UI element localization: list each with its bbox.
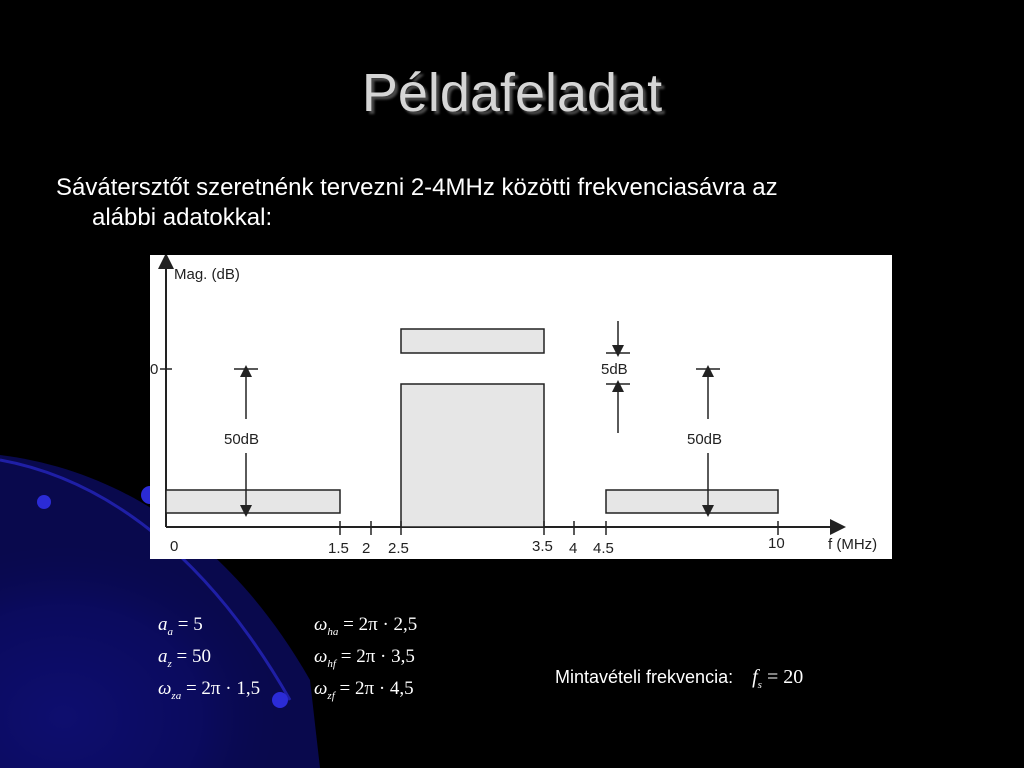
formula-az: $a_z = 50$ — [158, 646, 211, 670]
x-tick-4: 4 — [569, 540, 578, 557]
sampling-frequency — [555, 666, 803, 691]
right-50db-label: 50dB — [687, 431, 723, 448]
ripple-5db-label: 5dB — [601, 361, 628, 378]
bullet-line-2: alábbi adatokkal: — [92, 204, 273, 231]
formula-wza: $\omega_{za} = 2\pi \cdot 1,5$ — [158, 678, 261, 702]
x-tick-3.5: 3.5 — [532, 538, 553, 555]
formula-wzf: $\omega_{zf} = 2\pi \cdot 4,5$ — [314, 678, 414, 702]
x-tick-10: 10 — [768, 535, 785, 552]
x-tick-2.5: 2.5 — [388, 540, 409, 557]
formula-whf: $\omega_{hf} = 2\pi \cdot 3,5$ — [314, 646, 415, 670]
bullet-line-1: Sávátersztőt szeretnénk tervezni 2-4MHz közötti frekvenciasávra az — [56, 174, 778, 201]
x-tick-1.5: 1.5 — [328, 540, 349, 557]
x-tick-0: 0 — [170, 538, 179, 555]
formula-block — [158, 610, 458, 710]
formula-wha: $\omega_{ha} = 2\pi \cdot 2,5$ — [314, 614, 418, 638]
sampling-formula: $f_s = 20$ — [752, 666, 804, 691]
x-tick-4.5: 4.5 — [593, 540, 614, 557]
slide-title: Példafeladat — [361, 63, 663, 123]
left-50db-label: 50dB — [224, 431, 260, 448]
bullet-text — [56, 173, 960, 233]
y-axis-label: Mag. (dB) — [174, 266, 240, 283]
passband-upper-region — [401, 329, 544, 353]
sampling-label: Mintavételi frekvencia: — [555, 667, 734, 687]
x-tick-2: 2 — [362, 540, 371, 557]
formula-aa: $a_a = 5$ — [158, 614, 203, 638]
bandpass-tolerance-diagram — [150, 255, 892, 559]
passband-lower-region — [401, 384, 544, 527]
right-stopband-region — [606, 490, 778, 513]
left-stopband-region — [166, 490, 340, 513]
x-axis-label: f (MHz) — [828, 536, 878, 553]
y-zero-label: 0 — [150, 361, 159, 378]
